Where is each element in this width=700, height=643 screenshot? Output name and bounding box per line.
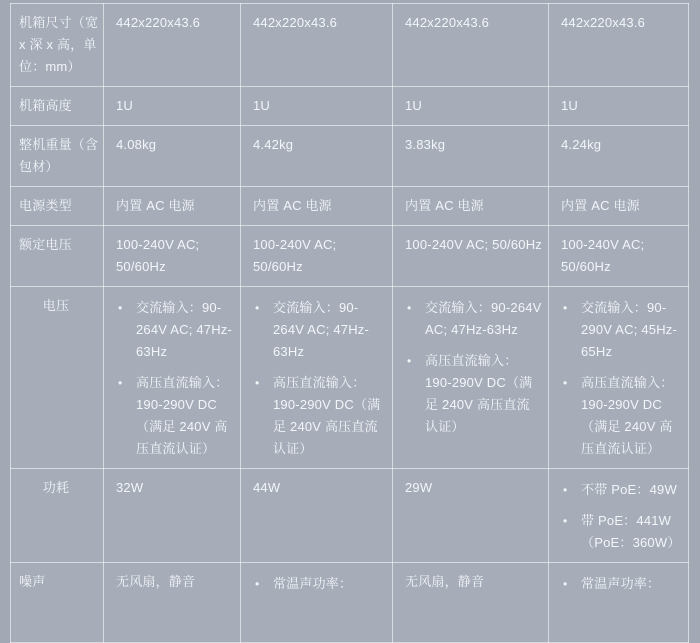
spec-cell: 100-240V AC; 50/60Hz [549,226,689,287]
spec-row [11,226,689,287]
spec-cell [104,287,241,469]
bullet-text: 常温声功率： [581,576,661,591]
spec-cell: 3.83kg [393,126,549,187]
list-item [561,510,682,554]
row-label: 功耗 [11,469,104,563]
bullet-icon: • [563,577,568,591]
spec-row [11,287,689,469]
list-item [561,297,682,363]
spec-cell: 内置 AC 电源 [241,187,393,226]
list-item [116,297,234,363]
spec-cell: 29W [393,469,549,563]
bullet-text: 交流输入：90-264V AC; 47Hz-63Hz [273,300,370,359]
spec-cell: 4.08kg [104,126,241,187]
list-item [253,372,386,460]
list-item [253,297,386,363]
spec-cell: 32W [104,469,241,563]
row-label: 机箱尺寸（宽 x 深 x 高，单位：mm） [11,4,104,87]
spec-cell: 100-240V AC; 50/60Hz [241,226,393,287]
bullet-list [116,295,234,460]
spec-row [11,469,689,563]
bullet-text: 交流输入：90-290V AC; 45Hz-65Hz [581,300,678,359]
bullet-text: 交流输入：90-264V AC; 47Hz-63Hz [136,300,233,359]
spec-cell: 内置 AC 电源 [549,187,689,226]
bullet-icon: • [563,301,568,315]
bullet-text: 不带 PoE：49W [581,482,677,497]
spec-row [11,563,689,643]
spec-cell: 内置 AC 电源 [393,187,549,226]
bullet-icon: • [118,301,123,315]
spec-cell: 无风扇，静音 [104,563,241,643]
row-label: 电源类型 [11,187,104,226]
bullet-icon: • [563,376,568,390]
spec-cell [241,287,393,469]
spec-cell: 1U [549,87,689,126]
bullet-list [405,295,542,438]
spec-cell [549,287,689,469]
bullet-text: 交流输入：90-264V AC; 47Hz-63Hz [425,300,542,337]
bullet-list [561,295,682,460]
spec-cell: 内置 AC 电源 [104,187,241,226]
bullet-list [561,477,682,554]
bullet-text: 高压直流输入：190-290V DC（满足 240V 高压直流认证） [425,353,533,434]
spec-cell: 4.42kg [241,126,393,187]
spec-row [11,126,689,187]
list-item [405,297,542,341]
list-item [561,573,682,595]
bullet-icon: • [118,376,123,390]
row-label: 电压 [11,287,104,469]
spec-cell: 1U [104,87,241,126]
spec-cell: 100-240V AC; 50/60Hz [104,226,241,287]
row-label: 额定电压 [11,226,104,287]
spec-cell [241,563,393,643]
row-label: 噪声 [11,563,104,643]
spec-row [11,187,689,226]
spec-table [10,3,689,643]
spec-cell: 100-240V AC; 50/60Hz [393,226,549,287]
spec-cell: 442x220x43.6 [393,4,549,87]
list-item [116,372,234,460]
list-item [405,350,542,438]
bullet-icon: • [563,483,568,497]
bullet-list [253,295,386,460]
bullet-icon: • [255,301,260,315]
bullet-text: 带 PoE：441W（PoE：360W） [581,513,681,550]
spec-cell [549,469,689,563]
bullet-icon: • [255,577,260,591]
spec-cell: 442x220x43.6 [241,4,393,87]
list-item [253,573,386,595]
bullet-icon: • [255,376,260,390]
spec-cell: 1U [241,87,393,126]
row-label: 机箱高度 [11,87,104,126]
row-label: 整机重量（含包材） [11,126,104,187]
bullet-text: 高压直流输入：190-290V DC（满足 240V 高压直流认证） [273,375,381,456]
spec-cell: 无风扇，静音 [393,563,549,643]
spec-cell: 1U [393,87,549,126]
bullet-icon: • [407,354,412,368]
spec-cell: 442x220x43.6 [104,4,241,87]
list-item [561,372,682,460]
bullet-list [561,571,682,595]
bullet-text: 高压直流输入：190-290V DC（满足 240V 高压直流认证） [136,375,229,456]
bullet-icon: • [407,301,412,315]
spec-cell [549,563,689,643]
bullet-text: 高压直流输入：190-290V DC（满足 240V 高压直流认证） [581,375,674,456]
bullet-icon: • [563,514,568,528]
bullet-text: 常温声功率： [273,576,353,591]
spec-cell: 44W [241,469,393,563]
spec-cell: 442x220x43.6 [549,4,689,87]
spec-row [11,4,689,87]
spec-row [11,87,689,126]
bullet-list [253,571,386,595]
spec-cell: 4.24kg [549,126,689,187]
list-item [561,479,682,501]
spec-cell [393,287,549,469]
